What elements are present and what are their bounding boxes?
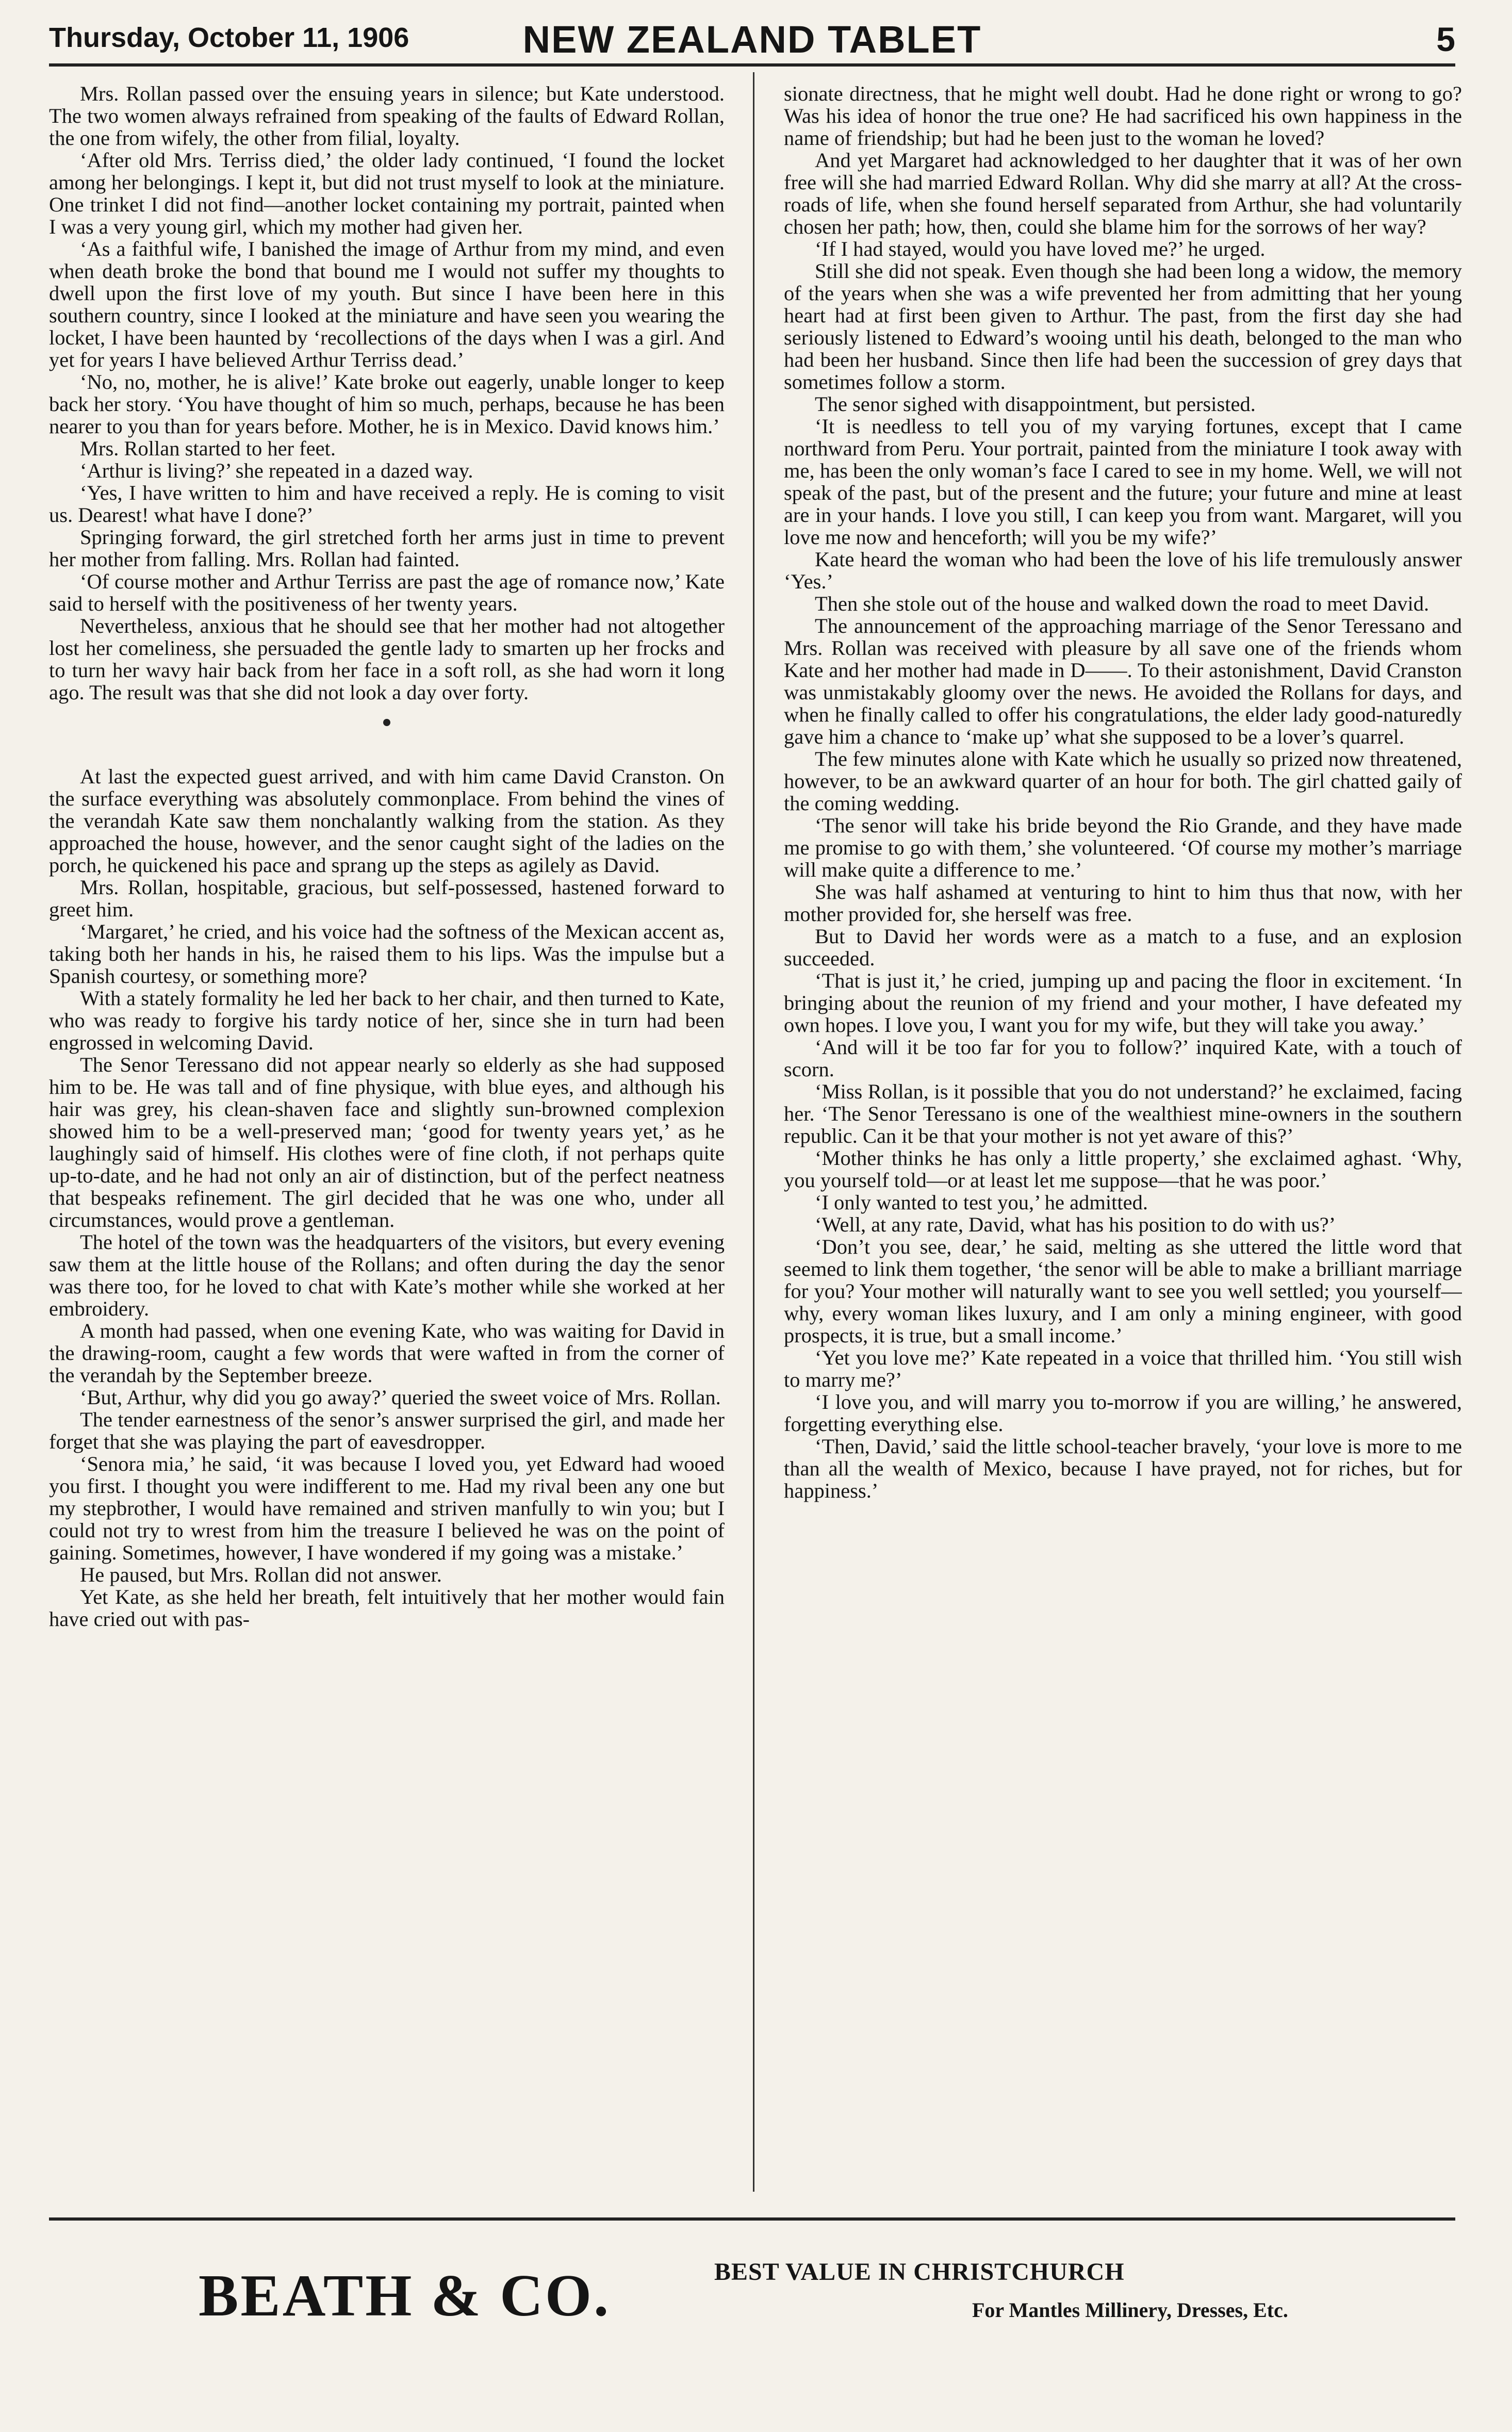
paragraph: ‘Then, David,’ said the little school-teacher bravely, ‘your love is more to me than all the wealth of Mexico, because I have prayed, not for riches, but for happiness.’: [784, 1435, 1462, 1502]
paragraph: Springing forward, the girl stretched forth her arms just in time to prevent her mother from falling. Mrs. Rollan had fainted.: [49, 525, 725, 571]
masthead: NEW ZEALAND TABLET: [522, 18, 982, 61]
paragraph: Yet Kate, as she held her breath, felt intuitively that her mother would fain have cried out with pas-: [49, 1585, 725, 1631]
paragraph: With a stately formality he led her back to her chair, and then turned to Kate, who was ready to forgive his tardy notice of her, since she in turn had been engrossed in welcoming David.: [49, 987, 725, 1054]
paragraph: ‘Yet you love me?’ Kate repeated in a voice that thrilled him. ‘You still wish to marry me?’: [784, 1346, 1462, 1391]
page-header: [49, 14, 1455, 67]
paragraph: Mrs. Rollan started to her feet.: [80, 437, 336, 460]
paragraph: ‘And will it be too far for you to follow?’ inquired Kate, with a touch of scorn.: [784, 1036, 1462, 1081]
paragraph: ‘Yes, I have written to him and have received a reply. He is coming to visit us. Dearest! what have I done?’: [49, 481, 725, 527]
paragraph: Mrs. Rollan passed over the ensuing years in silence; but Kate understood. The two women always refrained from speaking of the faults of Edward Rollan, the one from wifely, the other from filial, loyalty.: [49, 83, 725, 150]
paragraph: Kate heard the woman who had been the love of his life tremulously answer ‘Yes.’: [784, 548, 1462, 593]
advertiser-name: BEATH & CO.: [199, 2263, 611, 2329]
paragraph: ‘Don’t you see, dear,’ he said, melting as she uttered the little word that seemed to link them together, ‘the senor will be able to make a brilliant marriage for you? Your mother will naturally want to see you well settled; you yourself—why, every woman likes luxury, and I am only a mining engineer, with good prospects, it is true, but a small income.’: [784, 1235, 1462, 1347]
paragraph: ‘The senor will take his bride beyond the Rio Grande, and they have made me promise to go with them,’ she volunteered. ‘Of course my mother’s marriage will make quite a difference to me.’: [784, 814, 1462, 881]
issue-date: Thursday, October 11, 1906: [49, 22, 409, 53]
right-column: [784, 83, 1462, 2192]
paragraph: The few minutes alone with Kate which he usually so prized now threatened, however, to be an awkward quarter of an hour for both. The girl chatted gaily of the coming wedding.: [784, 747, 1462, 815]
paragraph: ‘Arthur is living?’ she repeated in a dazed way.: [80, 459, 473, 482]
paragraph: Mrs. Rollan, hospitable, gracious, but self-possessed, hastened forward to greet him.: [49, 876, 725, 921]
advertisement-product-lines: For Mantles Millinery, Dresses, Etc.: [972, 2298, 1288, 2322]
paragraph: ‘Margaret,’ he cried, and his voice had the softness of the Mexican accent as, taking both her hands in his, he raised them to his lips. Was the impulse but a Spanish courtesy, or something more?: [49, 920, 725, 988]
paragraph: ‘After old Mrs. Terriss died,’ the older lady continued, ‘I found the locket among her belongings. I kept it, but did not trust myself to look at the miniature. One trinket I did not find—another locket containing my portrait, painted when I was a very young girl, which my mother had given her.: [49, 149, 725, 238]
paragraph: Still she did not speak. Even though she had been long a widow, the memory of the years when she was a wife prevented her from admitting that her young heart had at first been given to Arthur. The past, from the first day she had seriously listened to Edward’s wooing until his death, belonged to the man who had been her husband. Since then life had been the succession of grey days that sometimes follow a storm.: [784, 259, 1462, 393]
left-column: [49, 83, 725, 2192]
paragraph: Then she stole out of the house and walked down the road to meet David.: [815, 592, 1429, 615]
paragraph: ‘Well, at any rate, David, what has his position to do with us?’: [815, 1213, 1336, 1236]
paragraph: The senor sighed with disappointment, but persisted.: [815, 392, 1256, 416]
paragraph: The announcement of the approaching marriage of the Senor Teressano and Mrs. Rollan was received with pleasure by all save one of the friends whom Kate and her mother had made in D——. To their astonishment, David Cranston was unmistakably gloomy over the news. He avoided the Rollans for days, and when he finally called to offer his congratulations, the elder lady good-naturedly gave him a chance to ‘make up’ what she supposed to be a lover’s quarrel.: [784, 614, 1462, 748]
paragraph: ‘Miss Rollan, is it possible that you do not understand?’ he exclaimed, facing her. ‘The Senor Teressano is one of the wealthiest mine-owners in the southern republic. Can it be that your mother is not yet aware of this?’: [784, 1080, 1462, 1147]
advertisement-footer: [49, 2217, 1455, 2391]
column-divider: [753, 72, 754, 2192]
paragraph: The tender earnestness of the senor’s answer surprised the girl, and made her forget that she was playing the part of eavesdropper.: [49, 1408, 725, 1453]
paragraph: ‘I love you, and will marry you to-morrow if you are willing,’ he answered, forgetting everything else.: [784, 1390, 1462, 1436]
paragraph: The Senor Teressano did not appear nearly so elderly as she had supposed him to be. He was tall and of fine physique, with blue eyes, and although his hair was grey, his clean-shaven face and slightly sun-browned complexion showed him to be a well-preserved man; ‘good for twenty years yet,’ as he laughingly said of himself. His clothes were of fine cloth, if not perhaps quite up-to-date, and he had not only an air of distinction, but of the perfect neatness that bespeaks refinement. The girl decided that he was one who, under all circumstances, would prove a gentleman.: [49, 1053, 725, 1231]
paragraph: ‘Of course mother and Arthur Terriss are past the age of romance now,’ Kate said to herself with the positiveness of her twenty years.: [49, 570, 725, 615]
paragraph: And yet Margaret had acknowledged to her daughter that it was of her own free will she had married Edward Rollan. Why did she marry at all? At the cross-roads of life, when she found herself separated from Arthur, she had voluntarily chosen her path; how, then, could she blame him for the sorrows of her way?: [784, 149, 1462, 238]
paragraph: But to David her words were as a match to a fuse, and an explosion succeeded.: [784, 925, 1462, 970]
paragraph: ‘If I had stayed, would you have loved me?’ he urged.: [815, 237, 1266, 260]
section-dot: [383, 719, 390, 726]
paragraph: She was half ashamed at venturing to hint to him thus that now, with her mother provided for, she herself was free.: [784, 880, 1462, 926]
paragraph: ‘No, no, mother, he is alive!’ Kate broke out eagerly, unable longer to keep back her story. ‘You have thought of him so much, perhaps, because he has been nearer to you than for years before. Mother, he is in Mexico. David knows him.’: [49, 370, 725, 438]
paragraph: ‘But, Arthur, why did you go away?’ queried the sweet voice of Mrs. Rollan.: [80, 1386, 721, 1409]
page-number: 5: [1436, 20, 1455, 58]
section-break: [49, 703, 725, 765]
paragraph: The hotel of the town was the headquarters of the visitors, but every evening saw them at the little house of the Rollans; and often during the day the senor was there too, for he loved to chat with Kate’s mother while she worked at her embroidery.: [49, 1230, 725, 1320]
paragraph: ‘That is just it,’ he cried, jumping up and pacing the floor in excitement. ‘In bringing about the reunion of my friend and your mother, I have defeated my own hopes. I love you, I want you for my wife, but they will take you away.’: [784, 969, 1462, 1037]
paragraph: ‘Mother thinks he has only a little property,’ she exclaimed aghast. ‘Why, you yourself told—or at least let me suppose—that he was poor.’: [784, 1146, 1462, 1192]
paragraph: He paused, but Mrs. Rollan did not answer.: [80, 1563, 442, 1586]
advertisement-slogan: BEST VALUE IN CHRISTCHURCH: [714, 2258, 1125, 2286]
paragraph: ‘Senora mia,’ he said, ‘it was because I loved you, yet Edward had wooed you first. I thought you were indifferent to me. Had my rival been any one but my stepbrother, I would have remained and striven manfully to win you; but I could not try to wrest from him the treasure I believed he was on the point of gaining. Sometimes, however, I have wondered if my going was a mistake.’: [49, 1452, 725, 1564]
paragraph: Nevertheless, anxious that he should see that her mother had not altogether lost her comeliness, she persuaded the gentle lady to smarten up her frocks and to turn her wavy hair back from her face in a soft roll, as she had worn it long ago. The result was that she did not look a day over forty.: [49, 614, 725, 704]
paragraph: At last the expected guest arrived, and with him came David Cranston. On the surface everything was absolutely commonplace. From behind the vines of the verandah Kate saw them nonchalantly walking from the station. As they approached the house, however, and the senor caught sight of the ladies on the porch, he quickened his pace and sprang up the steps as agilely as David.: [49, 765, 725, 877]
paragraph: ‘As a faithful wife, I banished the image of Arthur from my mind, and even when death broke the bond that bound me I would not suffer my thoughts to dwell upon the first love of my youth. But since I have been here in this southern country, since I looked at the miniature and have seen you wearing the locket, I have been haunted by ‘recollections of the days when I was a girl. And yet for years I have believed Arthur Terriss dead.’: [49, 237, 725, 371]
paragraph: ‘It is needless to tell you of my varying fortunes, except that I came northward from Peru. Your portrait, painted from the miniature I took away with me, has been the only woman’s face I cared to see in my home. Well, we will not speak of the past, but of the present and the future; your future and mine at least are in your hands. I love you still, I can keep you from want. Margaret, will you love me now and henceforth; will you be my wife?’: [784, 415, 1462, 549]
paragraph: ‘I only wanted to test you,’ he admitted.: [815, 1191, 1148, 1214]
paragraph-continued: sionate directness, that he might well doubt. Had he done right or wrong to go? Was his idea of honor the true one? He had sacrificed his own happiness in the name of friendship; but had he been just to the woman he loved?: [784, 83, 1462, 150]
paragraph: A month had passed, when one evening Kate, who was waiting for David in the drawing-room, caught a few words that were wafted in from the corner of the verandah by the September breeze.: [49, 1319, 725, 1387]
